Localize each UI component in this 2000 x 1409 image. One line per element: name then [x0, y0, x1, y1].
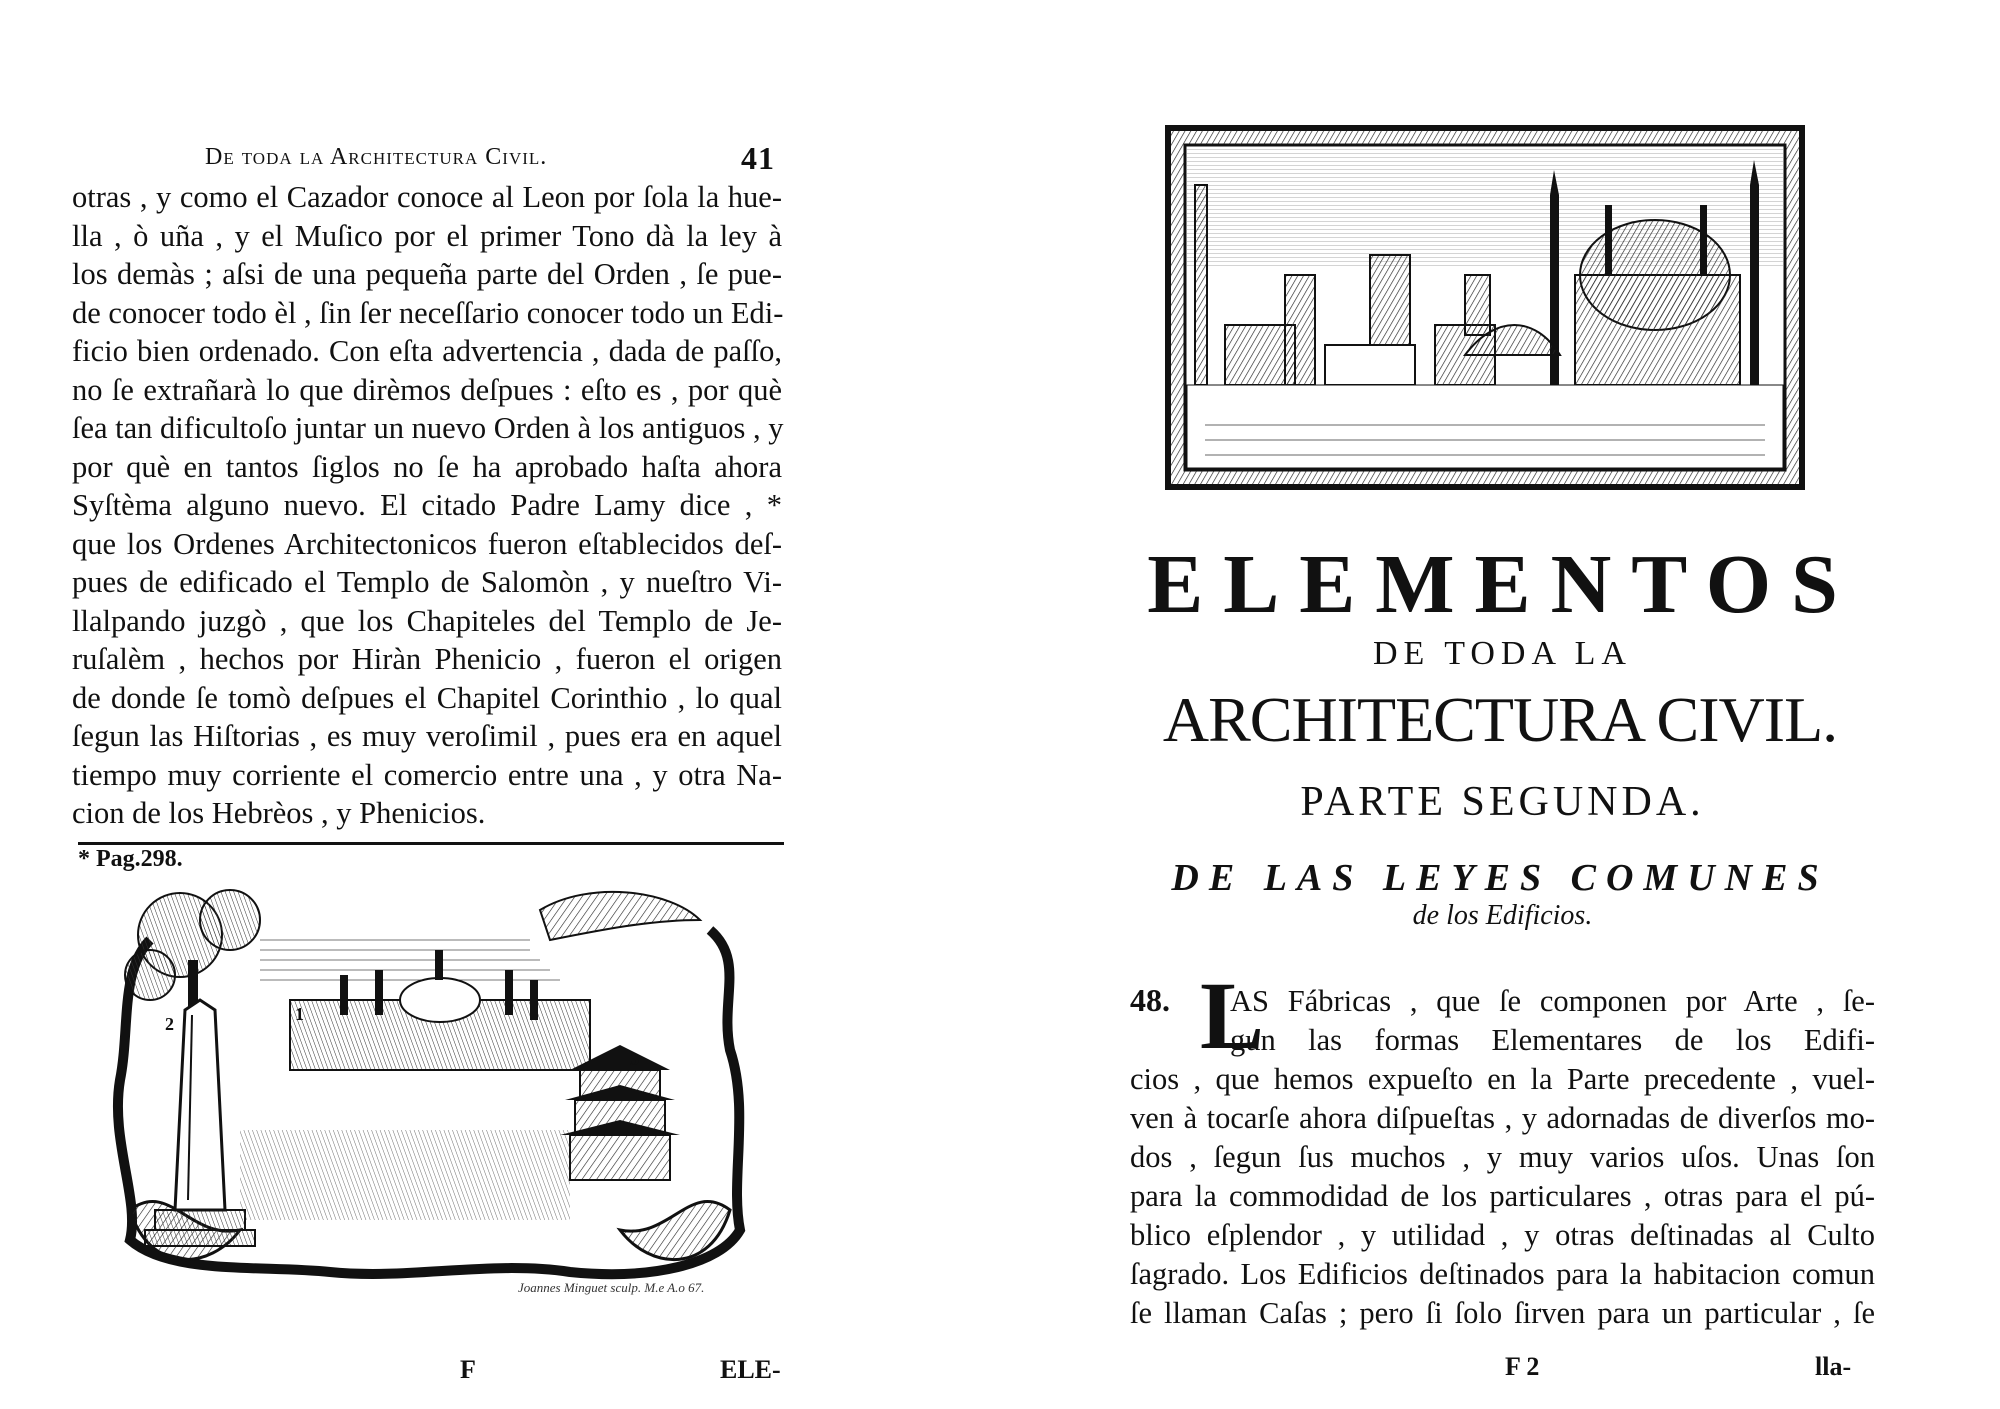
- text-line: lla , ò uña , y el Muſico por el primer Tono dà la ley à: [72, 218, 782, 253]
- text-line: AS Fábricas , que ſe componen por Arte , ſe-: [1230, 984, 1875, 1018]
- text-line: Syſtèma alguno nuevo. El citado Padre Lamy dice , *: [72, 488, 782, 522]
- text-line: ſagrado. Los Edificios deſtinados para la habitacion comun: [1130, 1257, 1875, 1291]
- text-line: blico eſplendor , y utilidad , y otras deſtinadas al Culto: [1130, 1218, 1875, 1252]
- catchword: ELE-: [720, 1355, 781, 1384]
- title-elementos: ELEMENTOS: [1147, 538, 1858, 631]
- title-architectura-civil: ARCHITECTURA CIVIL.: [1162, 684, 1838, 755]
- engraving-label-2: 2: [165, 1014, 174, 1034]
- temple-city: [290, 950, 590, 1070]
- signature-mark: F: [460, 1355, 476, 1384]
- text-line: pues de edificado el Templo de Salomòn , y nueſtro Vi-: [72, 565, 782, 599]
- text-line: no ſe extrañarà lo que dirèmos deſpues : eſto es , por què: [72, 372, 782, 407]
- signature-mark: F 2: [1505, 1352, 1540, 1381]
- obelisk: [145, 1000, 255, 1246]
- text-line: ſe llaman Caſas ; pero ſi ſolo ſirven para un particular , ſe: [1130, 1296, 1875, 1330]
- title-de-los-edificios: de los Edificios.: [1412, 900, 1593, 931]
- text-line: otras , y como el Cazador conoce al Leon por ſola la hue-: [72, 180, 782, 214]
- framed-city-engraving: [1165, 125, 1805, 490]
- text-line: que los Ordenes Architectonicos fueron eſtablecidos deſ-: [72, 526, 782, 561]
- right-page: [1000, 0, 2000, 1409]
- title-parte-segunda: PARTE SEGUNDA.: [1300, 779, 1705, 825]
- page-number: 41: [741, 140, 775, 176]
- catchword: lla-: [1815, 1352, 1852, 1381]
- running-head: [205, 140, 775, 180]
- engraving-label-3: 3: [630, 1049, 639, 1069]
- engraving-label-1: 1: [295, 1004, 304, 1024]
- running-head-title: De toda la Architectura Civil.: [205, 144, 548, 170]
- text-line: de donde ſe tomò deſpues el Chapitel Corinthio , lo qual: [72, 680, 782, 715]
- text-line: de conocer todo èl , ſin ſer neceſſario conocer todo un Edi-: [72, 295, 784, 330]
- text-line: los demàs ; aſsi de una pequeña parte del Orden , ſe pue-: [72, 257, 782, 291]
- text-line: ficio bien ordenado. Con eſta advertencia , dada de paſſo,: [72, 334, 782, 368]
- text-line: ſea tan dificultoſo juntar un nuevo Orden à los antiguos , y: [72, 411, 784, 445]
- drop-cap: L: [1200, 962, 1265, 1069]
- text-line: para la commodidad de los particulares , otras para el pú-: [1130, 1179, 1875, 1213]
- text-line: llalpando juzgò , que los Chapiteles del Templo de Je-: [72, 603, 782, 638]
- title-de-las-leyes: DE LAS LEYES COMUNES: [1171, 857, 1829, 899]
- paragraph-number: 48.: [1130, 982, 1170, 1018]
- footnote: * Pag.298.: [78, 846, 183, 872]
- left-body-text: [72, 178, 782, 833]
- text-line: tiempo muy corriente el comercio entre una , y otra Na-: [72, 757, 782, 792]
- title-de-toda-la: DE TODA LA: [1373, 635, 1632, 672]
- engraved-vignette: [110, 880, 760, 1290]
- engraver-signature: Joannes Minguet sculp. M.e A.o 67.: [518, 1280, 705, 1295]
- text-line: ſegun las Hiſtorias , es muy veroſimil , pues era en aquel: [72, 719, 782, 753]
- footnote-rule: [78, 842, 784, 845]
- text-line: gun las formas Elementares de los Edifi-: [1230, 1023, 1875, 1057]
- text-line: cion de los Hebrèos , y Phenicios.: [72, 796, 486, 830]
- text-line: cios , que hemos expueſto en la Parte precedente , vuel-: [1130, 1062, 1875, 1096]
- text-line: ruſalèm , hechos por Hiràn Phenicio , fueron el origen: [72, 642, 782, 676]
- text-line: por què en tantos ſiglos no ſe ha aprobado haſta ahora: [72, 449, 782, 484]
- text-line: dos , ſegun ſus muchos , y muy varios uſos. Unas ſon: [1130, 1140, 1875, 1174]
- plume-ornament: [540, 892, 700, 940]
- right-body-text: [1130, 982, 1875, 1333]
- text-line: ven à tocarſe ahora diſpueſtas , y adornadas de diverſos mo-: [1130, 1101, 1875, 1135]
